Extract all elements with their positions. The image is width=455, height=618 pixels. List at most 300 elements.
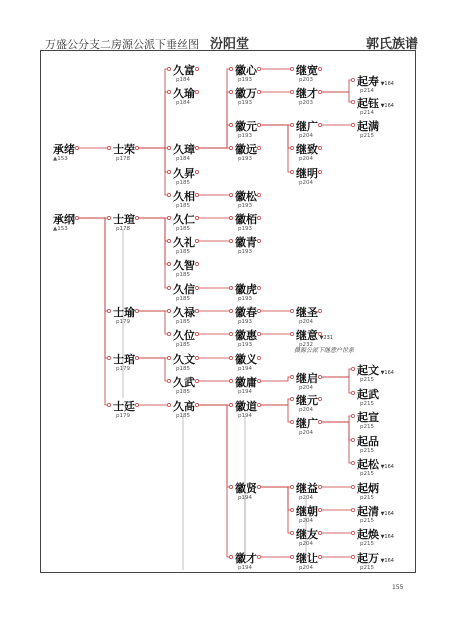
connector-line bbox=[137, 218, 169, 288]
person-node bbox=[235, 234, 257, 250]
person-node bbox=[235, 141, 257, 157]
connector-dot bbox=[229, 309, 232, 312]
person-node bbox=[173, 165, 195, 181]
person-name: 继益 bbox=[296, 482, 318, 495]
connector-dot bbox=[290, 397, 293, 400]
page-ref: p194 bbox=[238, 389, 252, 395]
connector-line bbox=[259, 399, 292, 405]
page-ref: p179 bbox=[116, 413, 130, 419]
person-name: 久相 bbox=[173, 190, 195, 203]
person-node bbox=[235, 398, 257, 414]
person-name: 继才 bbox=[296, 87, 318, 100]
person-node bbox=[296, 304, 318, 320]
page-ref: p204 bbox=[299, 133, 313, 139]
person-name: 起宣 bbox=[357, 411, 379, 424]
person-node bbox=[296, 85, 318, 101]
connector-line bbox=[137, 218, 169, 264]
connector-line bbox=[320, 369, 353, 377]
page-ref: p215 bbox=[360, 565, 374, 571]
page-ref: p184 bbox=[176, 156, 190, 162]
connector-dot bbox=[195, 356, 198, 359]
person-node bbox=[357, 73, 394, 89]
person-node bbox=[357, 456, 394, 472]
connector-dot bbox=[229, 90, 232, 93]
reference-mark: ▲153 bbox=[53, 226, 68, 232]
reference-mark: ▼231 bbox=[318, 335, 333, 341]
person-node bbox=[53, 211, 75, 227]
connector-line bbox=[320, 377, 353, 393]
connector-line bbox=[259, 487, 292, 510]
page-ref: p215 bbox=[360, 448, 374, 454]
page-ref: p193 bbox=[238, 249, 252, 255]
connector-dot bbox=[195, 309, 198, 312]
connector-line bbox=[320, 80, 353, 92]
connector-dot bbox=[75, 216, 78, 219]
page-ref: p185 bbox=[176, 319, 190, 325]
connector-line bbox=[137, 148, 169, 172]
page-ref: p184 bbox=[176, 100, 190, 106]
person-name: 继圣 bbox=[296, 306, 318, 319]
person-node bbox=[235, 281, 257, 297]
connector-dot bbox=[351, 531, 354, 534]
connector-dot bbox=[290, 375, 293, 378]
person-node bbox=[296, 415, 318, 431]
connector-dot bbox=[167, 379, 170, 382]
connector-dot bbox=[195, 379, 198, 382]
person-name: 继友 bbox=[296, 528, 318, 541]
connector-dot bbox=[167, 356, 170, 359]
connector-line bbox=[320, 416, 353, 422]
person-name: 继意 bbox=[296, 329, 318, 342]
connector-dot bbox=[318, 146, 321, 149]
connector-dot bbox=[257, 67, 260, 70]
page-ref: p204 bbox=[299, 541, 313, 547]
connector-dot bbox=[290, 170, 293, 173]
person-node bbox=[296, 370, 318, 386]
person-name: 徽虎 bbox=[235, 283, 257, 296]
person-node bbox=[296, 165, 318, 181]
connector-dot bbox=[290, 90, 293, 93]
person-name: 起品 bbox=[357, 435, 379, 448]
connector-dot bbox=[290, 531, 293, 534]
connector-line bbox=[77, 218, 109, 405]
person-node bbox=[113, 141, 135, 157]
connector-dot bbox=[290, 146, 293, 149]
connector-dot bbox=[229, 485, 232, 488]
person-node bbox=[235, 118, 257, 134]
connector-dot bbox=[318, 375, 321, 378]
connector-dot bbox=[257, 403, 260, 406]
reference-mark: ▼164 bbox=[379, 558, 394, 564]
person-node bbox=[296, 480, 318, 496]
header-center: 汾阳堂 bbox=[210, 37, 250, 52]
person-node bbox=[357, 503, 394, 519]
page-ref: p214 bbox=[360, 88, 374, 94]
person-node bbox=[173, 188, 195, 204]
page-ref: p193 bbox=[238, 203, 252, 209]
connector-dot bbox=[135, 146, 138, 149]
connector-dot bbox=[229, 123, 232, 126]
person-name: 继朝 bbox=[296, 505, 318, 518]
connector-dot bbox=[229, 356, 232, 359]
person-node bbox=[173, 398, 195, 414]
connector-dot bbox=[257, 123, 260, 126]
page-ref: p204 bbox=[299, 518, 313, 524]
person-name: 起钰 bbox=[357, 97, 379, 110]
person-name: 起松 bbox=[357, 458, 379, 471]
page-ref: p215 bbox=[360, 471, 374, 477]
connector-dot bbox=[195, 262, 198, 265]
person-name: 继致 bbox=[296, 143, 318, 156]
person-name: 承纲 bbox=[53, 213, 75, 226]
person-name: 起满 bbox=[357, 120, 379, 133]
person-node bbox=[235, 188, 257, 204]
connector-dot bbox=[257, 485, 260, 488]
reference-mark: ▼164 bbox=[379, 511, 394, 517]
connector-line bbox=[259, 125, 292, 172]
connector-dot bbox=[135, 216, 138, 219]
connector-dot bbox=[195, 286, 198, 289]
connector-line bbox=[320, 92, 353, 102]
person-name: 起清 bbox=[357, 505, 379, 518]
connector-line bbox=[137, 148, 169, 195]
connector-line bbox=[197, 69, 231, 148]
person-node bbox=[113, 304, 135, 320]
person-name: 久礼 bbox=[173, 236, 195, 249]
connector-dot bbox=[107, 216, 110, 219]
person-node bbox=[235, 327, 257, 343]
connector-dot bbox=[318, 508, 321, 511]
reference-mark: ▼164 bbox=[379, 370, 394, 376]
page-ref: p178 bbox=[116, 226, 130, 232]
person-name: 徽惠 bbox=[235, 329, 257, 342]
person-name: 士瑜 bbox=[113, 306, 135, 319]
person-name: 士瑄 bbox=[113, 213, 135, 226]
connector-dot bbox=[290, 67, 293, 70]
connector-line bbox=[320, 422, 353, 463]
person-node bbox=[235, 304, 257, 320]
person-name: 继让 bbox=[296, 552, 318, 565]
page-ref: p215 bbox=[360, 377, 374, 383]
page-ref: p185 bbox=[176, 366, 190, 372]
connector-dot bbox=[257, 379, 260, 382]
page-ref: p194 bbox=[238, 565, 252, 571]
connector-dot bbox=[75, 146, 78, 149]
page-ref: p185 bbox=[176, 413, 190, 419]
connector-dot bbox=[107, 146, 110, 149]
person-name: 继广 bbox=[296, 120, 318, 133]
page-ref: p215 bbox=[360, 541, 374, 547]
connector-line bbox=[259, 125, 292, 148]
person-name: 起武 bbox=[357, 388, 379, 401]
person-node bbox=[296, 62, 318, 78]
person-node bbox=[173, 85, 195, 101]
person-node bbox=[296, 327, 333, 343]
connector-dot bbox=[229, 146, 232, 149]
page-ref: p193 bbox=[238, 319, 252, 325]
page-ref: p204 bbox=[299, 407, 313, 413]
page-ref: p214 bbox=[360, 110, 374, 116]
connector-dot bbox=[351, 100, 354, 103]
connector-line bbox=[197, 405, 231, 487]
connector-dot bbox=[257, 193, 260, 196]
page-ref: p194 bbox=[238, 495, 252, 501]
connector-dot bbox=[167, 239, 170, 242]
person-node bbox=[173, 211, 195, 227]
connector-dot bbox=[257, 216, 260, 219]
connector-dot bbox=[257, 555, 260, 558]
person-node bbox=[173, 304, 195, 320]
connector-line bbox=[137, 69, 169, 148]
connector-dot bbox=[167, 146, 170, 149]
person-name: 徽栢 bbox=[235, 213, 257, 226]
connector-line bbox=[77, 218, 109, 358]
page-number: 155 bbox=[392, 584, 404, 591]
connector-dot bbox=[107, 356, 110, 359]
person-name: 久仁 bbox=[173, 213, 195, 226]
connector-dot bbox=[107, 309, 110, 312]
connector-dot bbox=[195, 403, 198, 406]
page-ref: p193 bbox=[238, 226, 252, 232]
page-ref: p215 bbox=[360, 495, 374, 501]
person-name: 久璋 bbox=[173, 143, 195, 156]
person-node bbox=[235, 480, 257, 496]
person-name: 徽义 bbox=[235, 353, 257, 366]
header-right: 郭氏族谱 bbox=[366, 37, 419, 52]
person-node bbox=[296, 503, 318, 519]
connector-line bbox=[259, 487, 292, 533]
connector-dot bbox=[167, 262, 170, 265]
page-ref: p193 bbox=[238, 156, 252, 162]
page-ref: p215 bbox=[360, 133, 374, 139]
page-ref: p204 bbox=[299, 156, 313, 162]
page-ref: p204 bbox=[299, 319, 313, 325]
person-name: 起万 bbox=[357, 552, 379, 565]
person-name: 徽春 bbox=[235, 306, 257, 319]
connector-dot bbox=[290, 123, 293, 126]
connector-line bbox=[137, 218, 169, 241]
person-name: 徽万 bbox=[235, 87, 257, 100]
page-ref: p178 bbox=[116, 156, 130, 162]
connector-dot bbox=[195, 170, 198, 173]
page-ref: p203 bbox=[299, 77, 313, 83]
connector-dot bbox=[351, 123, 354, 126]
page-ref: p193 bbox=[238, 100, 252, 106]
person-name: 久武 bbox=[173, 376, 195, 389]
connector-line bbox=[259, 377, 292, 381]
connector-dot bbox=[290, 332, 293, 335]
connector-dot bbox=[229, 379, 232, 382]
connector-line bbox=[259, 405, 292, 422]
person-node bbox=[173, 281, 195, 297]
person-node bbox=[235, 351, 257, 367]
page-ref: p215 bbox=[360, 401, 374, 407]
person-name: 徽贤 bbox=[235, 482, 257, 495]
person-name: 久富 bbox=[173, 64, 195, 77]
connector-dot bbox=[351, 438, 354, 441]
connector-dot bbox=[351, 461, 354, 464]
person-node bbox=[235, 211, 257, 227]
connector-dot bbox=[318, 485, 321, 488]
page-ref: p185 bbox=[176, 203, 190, 209]
connector-dot bbox=[167, 332, 170, 335]
person-name: 徽松 bbox=[235, 190, 257, 203]
connector-dot bbox=[229, 286, 232, 289]
person-node bbox=[173, 257, 195, 273]
person-name: 承绪 bbox=[53, 143, 75, 156]
person-node bbox=[113, 211, 135, 227]
connector-dot bbox=[318, 67, 321, 70]
connector-line bbox=[137, 92, 169, 148]
person-name: 继宽 bbox=[296, 64, 318, 77]
connector-dot bbox=[229, 67, 232, 70]
page-ref: p204 bbox=[299, 180, 313, 186]
connector-dot bbox=[351, 508, 354, 511]
connector-dot bbox=[167, 216, 170, 219]
connector-dot bbox=[290, 309, 293, 312]
page-ref: p194 bbox=[238, 413, 252, 419]
connector-dot bbox=[195, 146, 198, 149]
page-ref: p193 bbox=[238, 77, 252, 83]
connector-line bbox=[137, 358, 169, 381]
connector-dot bbox=[290, 508, 293, 511]
person-node bbox=[173, 62, 195, 78]
person-node bbox=[173, 327, 195, 343]
person-name: 徽青 bbox=[235, 236, 257, 249]
connector-line bbox=[137, 311, 169, 334]
page-ref: p232 bbox=[299, 342, 313, 348]
connector-dot bbox=[167, 403, 170, 406]
person-name: 起焕 bbox=[357, 528, 379, 541]
person-name: 士廷 bbox=[113, 400, 135, 413]
person-node bbox=[357, 409, 379, 425]
connector-line bbox=[197, 125, 231, 148]
person-node bbox=[296, 118, 318, 134]
person-name: 继元 bbox=[296, 394, 318, 407]
connector-line bbox=[320, 422, 353, 440]
connector-line bbox=[197, 92, 231, 148]
person-name: 徽才 bbox=[235, 552, 257, 565]
person-name: 久禄 bbox=[173, 306, 195, 319]
person-node bbox=[296, 550, 318, 566]
connector-dot bbox=[195, 332, 198, 335]
connector-dot bbox=[351, 391, 354, 394]
person-node bbox=[357, 95, 394, 111]
page-ref: p184 bbox=[176, 77, 190, 83]
connector-dot bbox=[318, 420, 321, 423]
connector-dot bbox=[195, 193, 198, 196]
connector-dot bbox=[290, 555, 293, 558]
connector-dot bbox=[257, 90, 260, 93]
connector-dot bbox=[167, 286, 170, 289]
connector-dot bbox=[167, 309, 170, 312]
reference-mark: ▼164 bbox=[379, 534, 394, 540]
person-name: 士琯 bbox=[113, 353, 135, 366]
connector-dot bbox=[229, 239, 232, 242]
person-name: 徽元 bbox=[235, 120, 257, 133]
person-name: 起炳 bbox=[357, 482, 379, 495]
person-name: 久智 bbox=[173, 259, 195, 272]
page-ref: p194 bbox=[238, 366, 252, 372]
header-left: 万盛公分支二房源公派下垂丝图 bbox=[45, 38, 199, 51]
person-name: 徽道 bbox=[235, 400, 257, 413]
page-ref: p185 bbox=[176, 180, 190, 186]
connector-dot bbox=[318, 309, 321, 312]
person-node bbox=[296, 526, 318, 542]
person-node bbox=[357, 433, 379, 449]
person-name: 徽庸 bbox=[235, 376, 257, 389]
connector-dot bbox=[229, 216, 232, 219]
person-node bbox=[235, 62, 257, 78]
person-node bbox=[173, 374, 195, 390]
connector-dot bbox=[351, 367, 354, 370]
person-name: 久信 bbox=[173, 283, 195, 296]
page-ref: p185 bbox=[176, 389, 190, 395]
page-ref: p204 bbox=[299, 495, 313, 501]
person-name: 久文 bbox=[173, 353, 195, 366]
page-ref: p204 bbox=[299, 430, 313, 436]
person-name: 继启 bbox=[296, 372, 318, 385]
page-ref: p179 bbox=[116, 319, 130, 325]
person-node bbox=[357, 362, 394, 378]
connector-dot bbox=[257, 146, 260, 149]
connector-dot bbox=[167, 170, 170, 173]
connector-dot bbox=[257, 356, 260, 359]
reference-mark: ▼164 bbox=[379, 81, 394, 87]
reference-mark: ▲153 bbox=[53, 156, 68, 162]
person-node bbox=[235, 550, 257, 566]
connector-dot bbox=[107, 403, 110, 406]
person-name: 继广 bbox=[296, 417, 318, 430]
person-node bbox=[296, 141, 318, 157]
page-ref: p185 bbox=[176, 296, 190, 302]
connector-dot bbox=[257, 309, 260, 312]
page-ref: p215 bbox=[360, 518, 374, 524]
connector-dot bbox=[229, 193, 232, 196]
page-ref: p203 bbox=[299, 100, 313, 106]
connector-dot bbox=[351, 555, 354, 558]
page-ref: p185 bbox=[176, 272, 190, 278]
person-name: 久瑜 bbox=[173, 87, 195, 100]
connector-dot bbox=[195, 216, 198, 219]
reference-mark: ▼164 bbox=[379, 464, 394, 470]
person-node bbox=[235, 374, 257, 390]
connector-dot bbox=[195, 239, 198, 242]
page-ref: p193 bbox=[238, 342, 252, 348]
person-node bbox=[357, 526, 394, 542]
reference-mark: ▼164 bbox=[379, 103, 394, 109]
connector-dot bbox=[318, 397, 321, 400]
person-node bbox=[113, 398, 135, 414]
page-ref: p179 bbox=[116, 366, 130, 372]
person-node bbox=[113, 351, 135, 367]
person-name: 徽远 bbox=[235, 143, 257, 156]
page-ref: p204 bbox=[299, 385, 313, 391]
connector-dot bbox=[351, 414, 354, 417]
connector-dot bbox=[195, 90, 198, 93]
person-node bbox=[296, 392, 318, 408]
page-ref: p185 bbox=[176, 226, 190, 232]
page-ref: p193 bbox=[238, 296, 252, 302]
connector-dot bbox=[229, 332, 232, 335]
person-node bbox=[235, 85, 257, 101]
person-name: 士荣 bbox=[113, 143, 135, 156]
connector-dot bbox=[135, 356, 138, 359]
connector-dot bbox=[195, 67, 198, 70]
connector-dot bbox=[229, 555, 232, 558]
person-name: 起文 bbox=[357, 364, 379, 377]
person-node bbox=[173, 141, 195, 157]
